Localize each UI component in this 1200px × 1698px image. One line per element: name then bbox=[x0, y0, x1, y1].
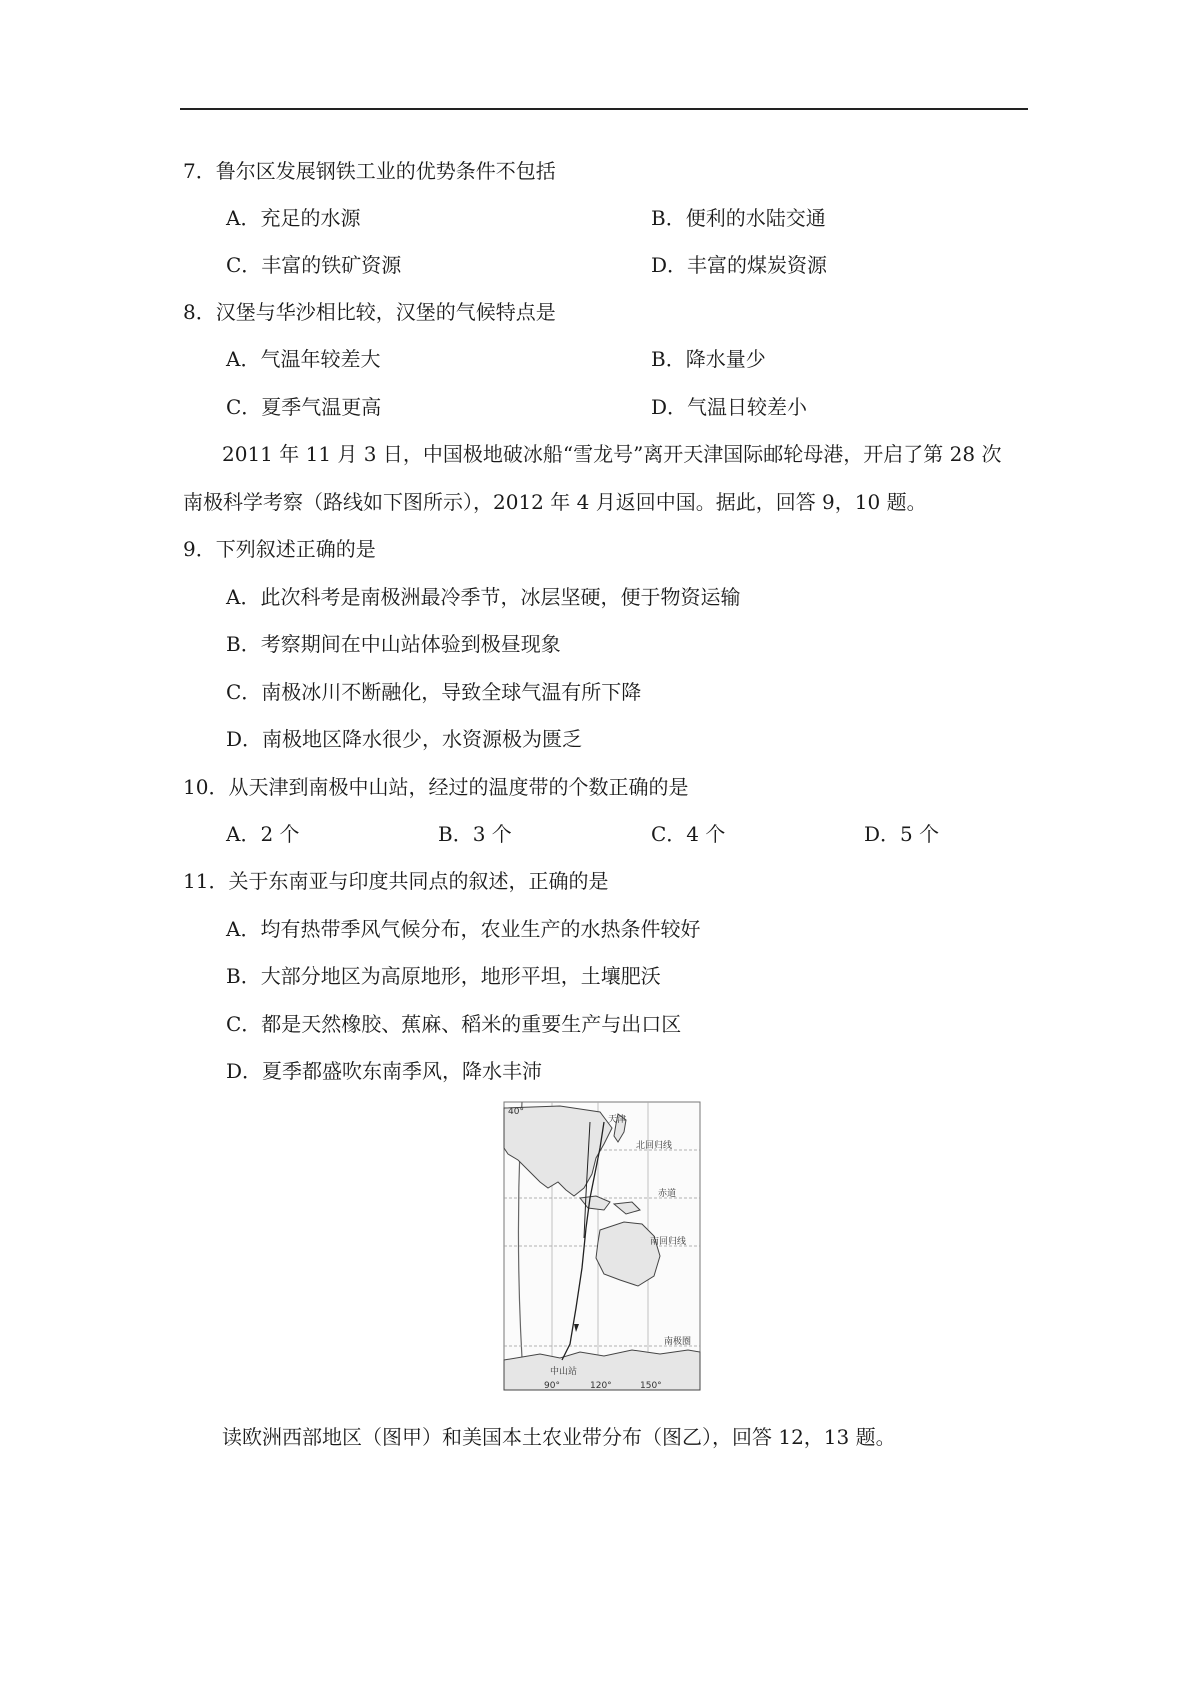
label-lon-90: 90° bbox=[544, 1381, 560, 1391]
q7-option-c: C．丰富的铁矿资源 bbox=[226, 253, 402, 277]
header-rule bbox=[180, 108, 1028, 110]
label-lat-40: 40° bbox=[508, 1107, 524, 1117]
q9-option-d: D．南极地区降水很少，水资源极为匮乏 bbox=[226, 727, 583, 751]
label-antarctic-circle: 南极圈 bbox=[664, 1337, 692, 1347]
q7-stem: 7．鲁尔区发展钢铁工业的优势条件不包括 bbox=[183, 159, 556, 183]
label-tropic-cancer: 北回归线 bbox=[636, 1141, 673, 1151]
label-tianjin: 天津 bbox=[608, 1115, 627, 1125]
q9-stem: 9．下列叙述正确的是 bbox=[183, 537, 376, 561]
q7-option-a: A．充足的水源 bbox=[226, 206, 361, 230]
q11-option-c: C．都是天然橡胶、蕉麻、稻米的重要生产与出口区 bbox=[226, 1012, 682, 1036]
q10-option-c: C．4 个 bbox=[651, 822, 726, 846]
label-zhongshan-station: 中山站 bbox=[550, 1367, 578, 1377]
q9-option-b: B．考察期间在中山站体验到极昼现象 bbox=[226, 632, 561, 656]
q11-stem: 11．关于东南亚与印度共同点的叙述，正确的是 bbox=[183, 869, 609, 893]
label-tropic-capricorn: 南回归线 bbox=[650, 1237, 687, 1247]
q8-option-d: D．气温日较差小 bbox=[651, 395, 808, 419]
q11-option-a: A．均有热带季风气候分布，农业生产的水热条件较好 bbox=[226, 917, 701, 941]
q10-option-b: B．3 个 bbox=[438, 822, 512, 846]
q10-option-d: D．5 个 bbox=[864, 822, 940, 846]
q9-option-a: A．此次科考是南极洲最冷季节，冰层坚硬，便于物资运输 bbox=[226, 585, 741, 609]
q8-option-c: C．夏季气温更高 bbox=[226, 395, 382, 419]
q10-option-a: A．2 个 bbox=[226, 822, 300, 846]
passage-line-2: 南极科学考察（路线如下图所示），2012 年 4 月返回中国。据此，回答 9，10 题。 bbox=[183, 490, 927, 514]
route-map bbox=[500, 1098, 704, 1394]
q8-stem: 8．汉堡与华沙相比较，汉堡的气候特点是 bbox=[183, 300, 556, 324]
q9-option-c: C．南极冰川不断融化，导致全球气温有所下降 bbox=[226, 680, 642, 704]
label-lon-120: 120° bbox=[590, 1381, 612, 1391]
label-lon-150: 150° bbox=[640, 1381, 662, 1391]
q11-option-b: B．大部分地区为高原地形，地形平坦，土壤肥沃 bbox=[226, 964, 661, 988]
next-passage: 读欧洲西部地区（图甲）和美国本土农业带分布（图乙），回答 12，13 题。 bbox=[222, 1425, 896, 1449]
q11-option-d: D．夏季都盛吹东南季风，降水丰沛 bbox=[226, 1059, 543, 1083]
route-map-figure bbox=[500, 1098, 704, 1394]
label-equator: 赤道 bbox=[658, 1189, 677, 1199]
q7-option-b: B．便利的水陆交通 bbox=[651, 206, 826, 230]
q8-option-a: A．气温年较差大 bbox=[226, 347, 381, 371]
q7-option-d: D．丰富的煤炭资源 bbox=[651, 253, 828, 277]
q10-stem: 10．从天津到南极中山站，经过的温度带的个数正确的是 bbox=[183, 775, 689, 799]
passage-line-1: 2011 年 11 月 3 日，中国极地破冰船“雪龙号”离开天津国际邮轮母港，开启了第 28 次 bbox=[222, 442, 1002, 466]
q8-option-b: B．降水量少 bbox=[651, 347, 766, 371]
